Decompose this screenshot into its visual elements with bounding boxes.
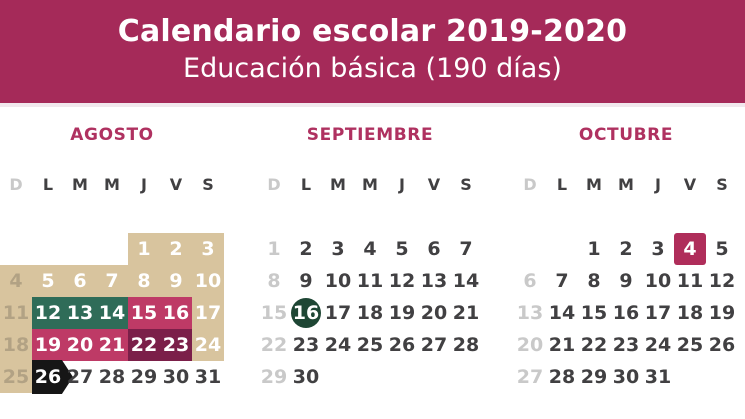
day-number: 24 xyxy=(324,334,352,356)
day-number: 29 xyxy=(580,366,608,388)
day-cell xyxy=(354,265,386,297)
day-number: 9 xyxy=(299,270,313,292)
day-number: 19 xyxy=(34,334,62,356)
day-cell xyxy=(610,297,642,329)
day-cell xyxy=(386,297,418,329)
day-number: 9 xyxy=(619,270,633,292)
day-cell xyxy=(290,297,322,329)
day-cell xyxy=(128,265,160,297)
header xyxy=(0,0,745,103)
weekday-header-row xyxy=(514,175,738,195)
day-cell xyxy=(450,329,482,361)
day-cell xyxy=(418,233,450,265)
day-number: 21 xyxy=(452,302,480,324)
day-cell xyxy=(322,329,354,361)
weekday-label: D xyxy=(523,175,537,194)
day-cell xyxy=(192,329,224,361)
day-number: 17 xyxy=(324,302,352,324)
day-number: 8 xyxy=(267,270,281,292)
day-cell xyxy=(546,361,578,393)
weekday-label: M xyxy=(618,175,634,194)
day-cell xyxy=(290,329,322,361)
day-number: 17 xyxy=(644,302,672,324)
day-cell xyxy=(546,329,578,361)
month-octubre xyxy=(514,126,738,396)
weekday-label: M xyxy=(72,175,88,194)
day-cell xyxy=(258,265,290,297)
day-cell xyxy=(354,297,386,329)
weekday-label: V xyxy=(427,175,441,194)
day-cell xyxy=(192,361,224,393)
day-number: 18 xyxy=(676,302,704,324)
day-cell xyxy=(418,329,450,361)
day-cell xyxy=(128,297,160,329)
day-number: 14 xyxy=(98,302,126,324)
day-number: 4 xyxy=(683,238,697,260)
day-cell xyxy=(610,329,642,361)
day-number: 8 xyxy=(137,270,151,292)
empty-cell xyxy=(32,233,64,265)
day-number: 24 xyxy=(194,334,222,356)
day-number: 2 xyxy=(619,238,633,260)
weekday-header-row xyxy=(258,175,482,195)
day-number: 5 xyxy=(395,238,409,260)
day-cell xyxy=(418,265,450,297)
day-number: 31 xyxy=(194,366,222,388)
day-number: 26 xyxy=(388,334,416,356)
day-number: 3 xyxy=(201,238,215,260)
empty-cell xyxy=(674,361,706,393)
day-cell xyxy=(578,297,610,329)
day-number: 13 xyxy=(66,302,94,324)
day-cell xyxy=(706,329,738,361)
day-number: 20 xyxy=(516,334,544,356)
empty-cell xyxy=(0,233,32,265)
weekday-label: S xyxy=(716,175,728,194)
day-cell xyxy=(514,329,546,361)
day-number: 4 xyxy=(363,238,377,260)
day-number: 21 xyxy=(98,334,126,356)
day-cell xyxy=(578,265,610,297)
day-grid xyxy=(258,233,482,393)
day-number: 10 xyxy=(324,270,352,292)
day-number: 14 xyxy=(452,270,480,292)
month-agosto xyxy=(0,126,224,396)
day-cell xyxy=(386,329,418,361)
day-number: 11 xyxy=(2,302,30,324)
day-cell xyxy=(354,233,386,265)
day-cell xyxy=(418,297,450,329)
empty-cell xyxy=(450,361,482,393)
day-number: 26 xyxy=(708,334,736,356)
day-cell xyxy=(160,329,192,361)
weekday-label: M xyxy=(362,175,378,194)
weekday-label: J xyxy=(655,175,661,194)
empty-cell xyxy=(322,361,354,393)
day-cell xyxy=(706,233,738,265)
day-cell xyxy=(610,265,642,297)
day-number: 10 xyxy=(644,270,672,292)
day-number: 25 xyxy=(356,334,384,356)
day-cell xyxy=(642,361,674,393)
header-divider xyxy=(0,103,745,107)
day-number: 15 xyxy=(580,302,608,324)
day-cell xyxy=(610,233,642,265)
weekday-label: S xyxy=(202,175,214,194)
month-septiembre xyxy=(258,126,482,396)
day-cell xyxy=(578,329,610,361)
day-cell xyxy=(674,233,706,265)
day-cell xyxy=(258,329,290,361)
day-cell xyxy=(258,297,290,329)
day-number: 28 xyxy=(98,366,126,388)
day-number: 3 xyxy=(331,238,345,260)
day-cell xyxy=(64,265,96,297)
day-number: 17 xyxy=(194,302,222,324)
page-subtitle: Educación básica (190 días) xyxy=(183,53,562,84)
day-cell xyxy=(674,265,706,297)
day-number: 22 xyxy=(260,334,288,356)
weekday-label: V xyxy=(169,175,183,194)
day-number: 12 xyxy=(34,302,62,324)
month-title: AGOSTO xyxy=(70,125,154,145)
day-cell xyxy=(0,265,32,297)
day-cell xyxy=(96,265,128,297)
day-cell xyxy=(546,265,578,297)
empty-cell xyxy=(514,233,546,265)
weekday-label: L xyxy=(42,175,54,194)
day-number: 6 xyxy=(73,270,87,292)
day-number: 28 xyxy=(548,366,576,388)
day-cell xyxy=(64,361,96,393)
day-cell xyxy=(322,233,354,265)
day-number: 30 xyxy=(612,366,640,388)
day-cell xyxy=(258,361,290,393)
day-cell xyxy=(160,233,192,265)
month-title: SEPTIEMBRE xyxy=(306,125,434,145)
day-cell xyxy=(642,329,674,361)
day-cell xyxy=(450,265,482,297)
day-number: 6 xyxy=(523,270,537,292)
day-number: 28 xyxy=(452,334,480,356)
day-cell xyxy=(290,233,322,265)
day-number: 25 xyxy=(2,366,30,388)
day-cell xyxy=(32,361,64,393)
weekday-label: D xyxy=(9,175,23,194)
day-number: 7 xyxy=(105,270,119,292)
day-cell xyxy=(258,233,290,265)
day-number: 21 xyxy=(548,334,576,356)
day-number: 26 xyxy=(34,366,62,388)
day-cell xyxy=(32,265,64,297)
day-number: 10 xyxy=(194,270,222,292)
weekday-label: L xyxy=(300,175,312,194)
day-cell xyxy=(610,361,642,393)
day-cell xyxy=(128,361,160,393)
day-number: 13 xyxy=(516,302,544,324)
day-cell xyxy=(160,361,192,393)
day-cell xyxy=(128,329,160,361)
day-cell xyxy=(32,329,64,361)
day-number: 3 xyxy=(651,238,665,260)
day-cell xyxy=(322,297,354,329)
day-cell xyxy=(290,265,322,297)
day-number: 14 xyxy=(548,302,576,324)
day-number: 27 xyxy=(516,366,544,388)
day-number: 16 xyxy=(612,302,640,324)
weekday-label: V xyxy=(683,175,697,194)
day-cell xyxy=(64,329,96,361)
weekday-label: J xyxy=(141,175,147,194)
day-number: 6 xyxy=(427,238,441,260)
day-cell xyxy=(354,329,386,361)
day-number: 1 xyxy=(587,238,601,260)
day-number: 30 xyxy=(292,366,320,388)
day-number: 20 xyxy=(66,334,94,356)
day-number: 7 xyxy=(459,238,473,260)
day-number: 27 xyxy=(66,366,94,388)
day-number: 7 xyxy=(555,270,569,292)
day-cell xyxy=(546,297,578,329)
day-cell xyxy=(96,361,128,393)
day-number: 11 xyxy=(356,270,384,292)
day-number: 23 xyxy=(612,334,640,356)
day-cell xyxy=(64,297,96,329)
day-number: 23 xyxy=(162,334,190,356)
weekday-label: S xyxy=(460,175,472,194)
day-cell xyxy=(514,297,546,329)
day-cell xyxy=(578,361,610,393)
day-cell xyxy=(192,297,224,329)
day-cell xyxy=(128,233,160,265)
weekday-label: D xyxy=(267,175,281,194)
day-number: 31 xyxy=(644,366,672,388)
empty-cell xyxy=(386,361,418,393)
day-number: 15 xyxy=(130,302,158,324)
day-number: 11 xyxy=(676,270,704,292)
weekday-label: M xyxy=(586,175,602,194)
day-cell xyxy=(642,297,674,329)
day-number: 8 xyxy=(587,270,601,292)
day-cell xyxy=(290,361,322,393)
day-number: 29 xyxy=(130,366,158,388)
day-cell xyxy=(160,265,192,297)
day-cell xyxy=(322,265,354,297)
weekday-header-row xyxy=(0,175,224,195)
day-number: 23 xyxy=(292,334,320,356)
day-number: 19 xyxy=(708,302,736,324)
day-number: 16 xyxy=(292,302,320,324)
day-number: 2 xyxy=(299,238,313,260)
day-cell xyxy=(514,361,546,393)
day-cell xyxy=(674,329,706,361)
day-number: 18 xyxy=(2,334,30,356)
day-number: 1 xyxy=(137,238,151,260)
empty-cell xyxy=(96,233,128,265)
day-cell xyxy=(450,233,482,265)
day-cell xyxy=(706,265,738,297)
day-cell xyxy=(674,297,706,329)
day-number: 18 xyxy=(356,302,384,324)
day-number: 12 xyxy=(388,270,416,292)
day-cell xyxy=(386,265,418,297)
empty-cell xyxy=(418,361,450,393)
day-number: 16 xyxy=(162,302,190,324)
day-number: 9 xyxy=(169,270,183,292)
day-grid xyxy=(0,233,224,393)
day-number: 24 xyxy=(644,334,672,356)
empty-cell xyxy=(546,233,578,265)
day-number: 22 xyxy=(580,334,608,356)
day-cell xyxy=(450,297,482,329)
weekday-label: M xyxy=(104,175,120,194)
day-number: 12 xyxy=(708,270,736,292)
day-cell xyxy=(192,233,224,265)
day-number: 20 xyxy=(420,302,448,324)
day-number: 27 xyxy=(420,334,448,356)
weekday-label: L xyxy=(556,175,568,194)
day-number: 22 xyxy=(130,334,158,356)
day-cell xyxy=(0,297,32,329)
empty-cell xyxy=(64,233,96,265)
empty-cell xyxy=(354,361,386,393)
day-cell xyxy=(0,329,32,361)
day-cell xyxy=(578,233,610,265)
day-cell xyxy=(514,265,546,297)
weekday-label: M xyxy=(330,175,346,194)
day-cell xyxy=(96,297,128,329)
day-grid xyxy=(514,233,738,393)
day-number: 15 xyxy=(260,302,288,324)
day-cell xyxy=(160,297,192,329)
day-cell xyxy=(706,297,738,329)
day-number: 1 xyxy=(267,238,281,260)
weekday-label: J xyxy=(399,175,405,194)
empty-cell xyxy=(706,361,738,393)
day-number: 4 xyxy=(9,270,23,292)
day-number: 19 xyxy=(388,302,416,324)
page-title: Calendario escolar 2019-2020 xyxy=(117,14,628,49)
day-cell xyxy=(96,329,128,361)
day-cell xyxy=(642,233,674,265)
day-cell xyxy=(642,265,674,297)
day-number: 29 xyxy=(260,366,288,388)
day-cell xyxy=(32,297,64,329)
day-number: 13 xyxy=(420,270,448,292)
day-cell xyxy=(0,361,32,393)
day-number: 5 xyxy=(715,238,729,260)
day-number: 2 xyxy=(169,238,183,260)
day-number: 25 xyxy=(676,334,704,356)
month-title: OCTUBRE xyxy=(578,125,674,145)
day-cell xyxy=(386,233,418,265)
day-number: 5 xyxy=(41,270,55,292)
day-number: 30 xyxy=(162,366,190,388)
day-cell xyxy=(192,265,224,297)
